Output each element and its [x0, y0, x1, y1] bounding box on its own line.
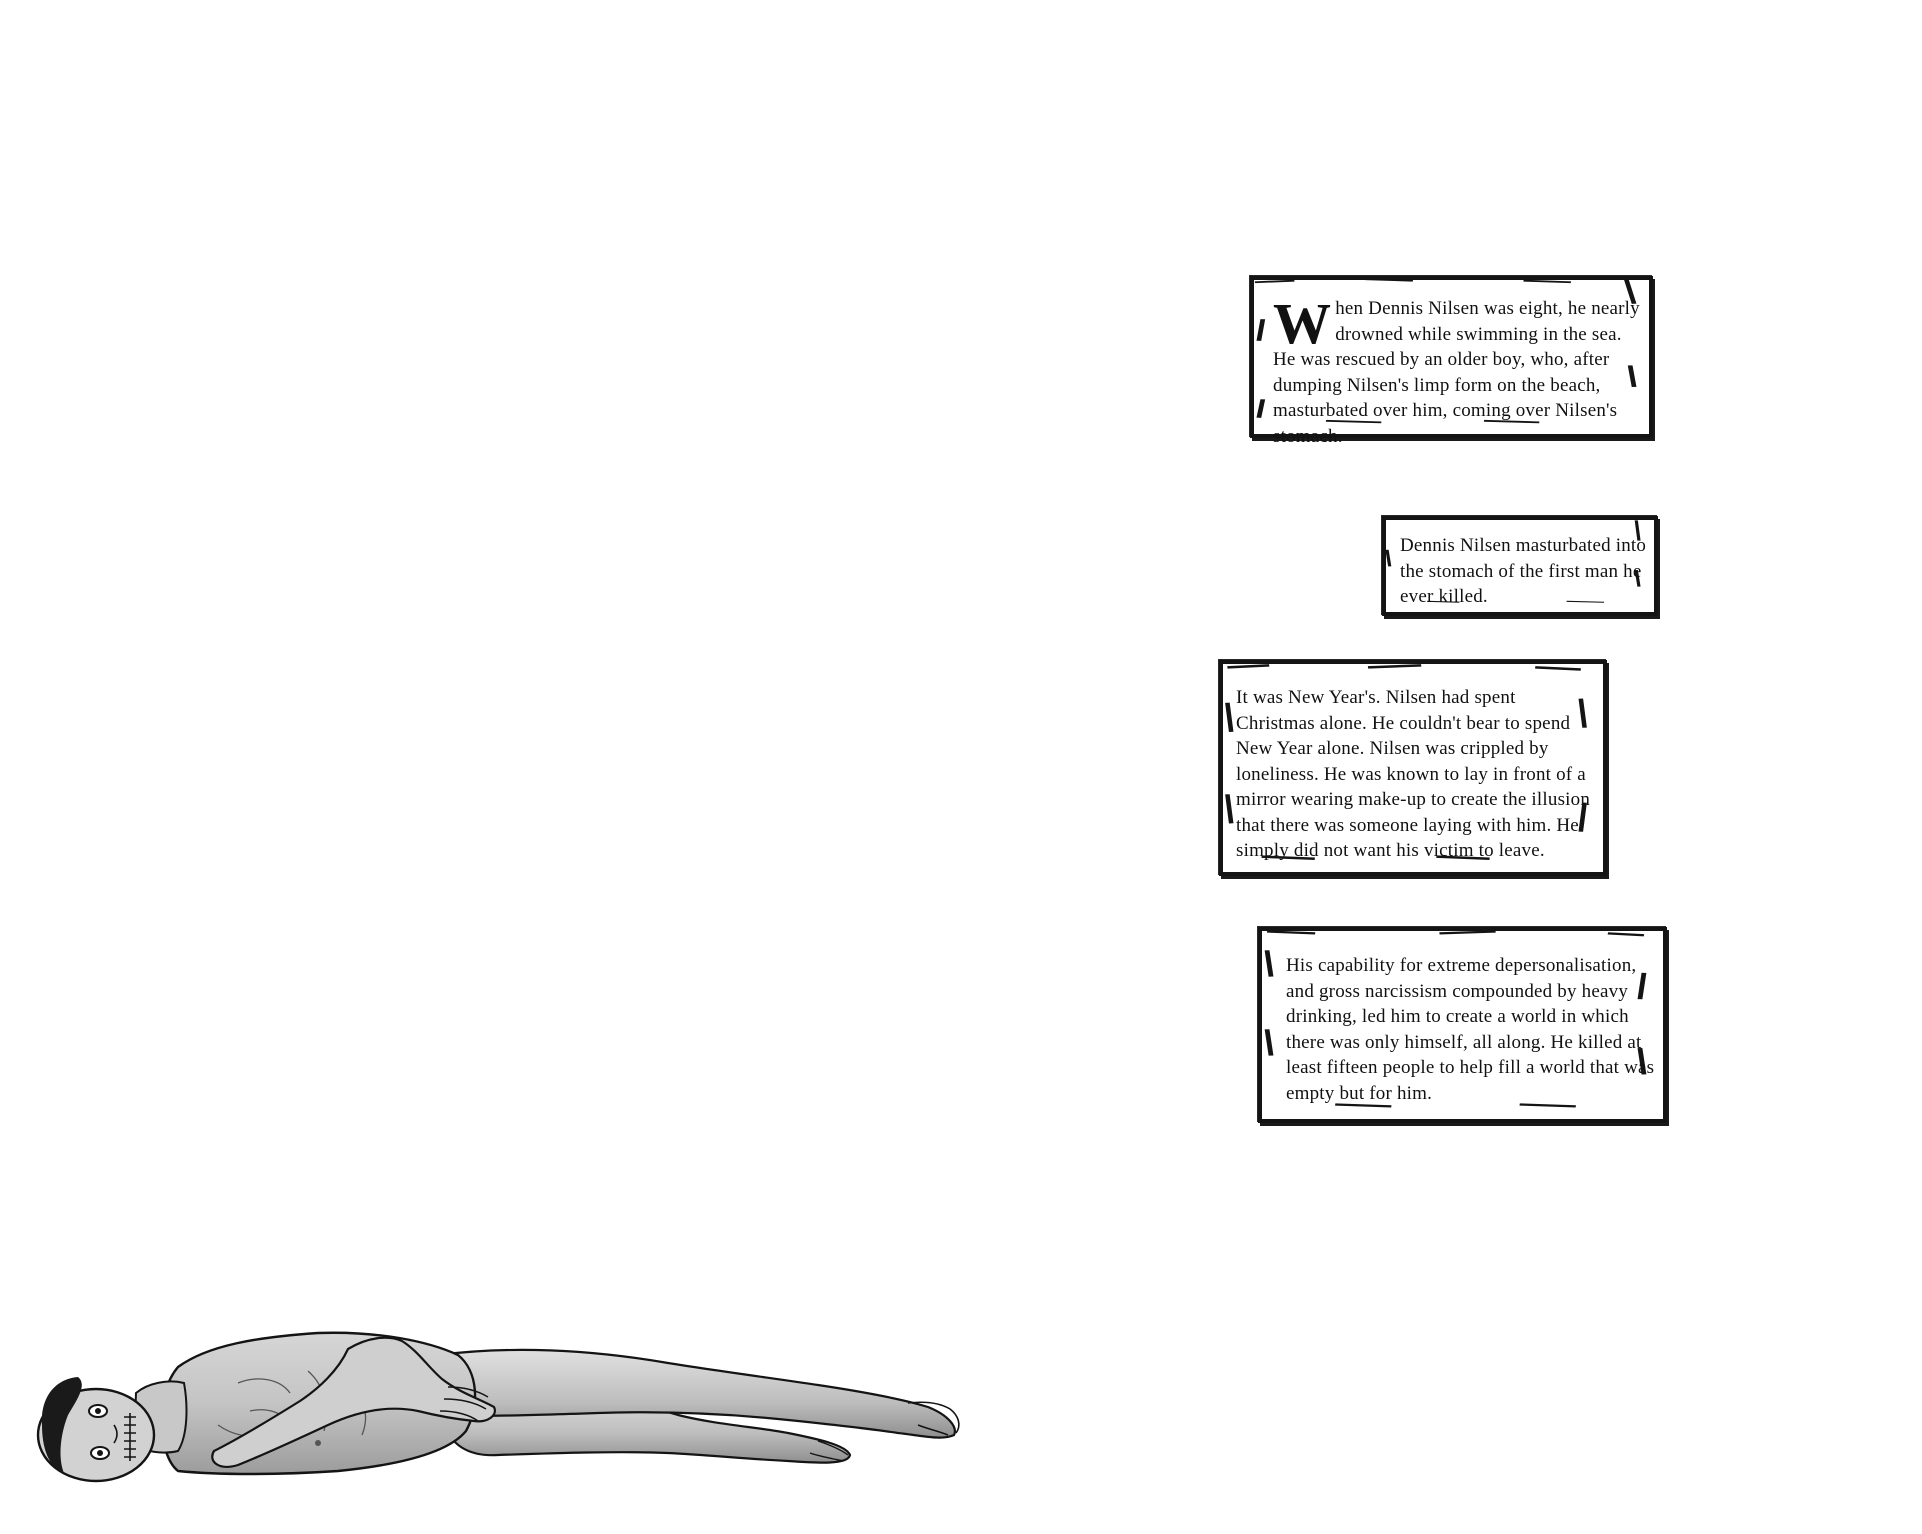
- caption-text: His capability for extreme depersonalisation, and gross narcissism compounded by heavy drinking, led him to create a world in which there was only himself, all along. He killed at least fifteen people to help fill a world that was empty but for him.: [1286, 955, 1655, 1104]
- caption-text: hen Dennis Nilsen was eight, he nearly drowned while swimming in the sea. He was rescued by an older boy, who, after dumping Nilsen's limp form on the beach, masturbated over him, coming over Nilsen's stomach.: [1273, 298, 1640, 447]
- figure-navel: [315, 1440, 321, 1446]
- caption-text: It was New Year's. Nilsen had spent Christmas alone. He couldn't bear to spend New Year alone. Nilsen was crippled by loneliness. He was known to lay in front of a mirror wearing make-up to create the illusion that there was someone laying with him. He simply did not want his victim to leave.: [1236, 687, 1591, 861]
- caption-box-new-year: [1219, 660, 1607, 876]
- caption-text: Dennis Nilsen masturbated into the stomach of the first man he ever killed.: [1400, 535, 1647, 607]
- caption-box-childhood: [1250, 276, 1653, 447]
- reclining-figure-illustration: [18, 1275, 978, 1510]
- caption-box-first-victim: [1382, 516, 1658, 616]
- caption-box-narcissism: [1258, 927, 1667, 1123]
- drop-cap-letter: W: [1273, 291, 1332, 356]
